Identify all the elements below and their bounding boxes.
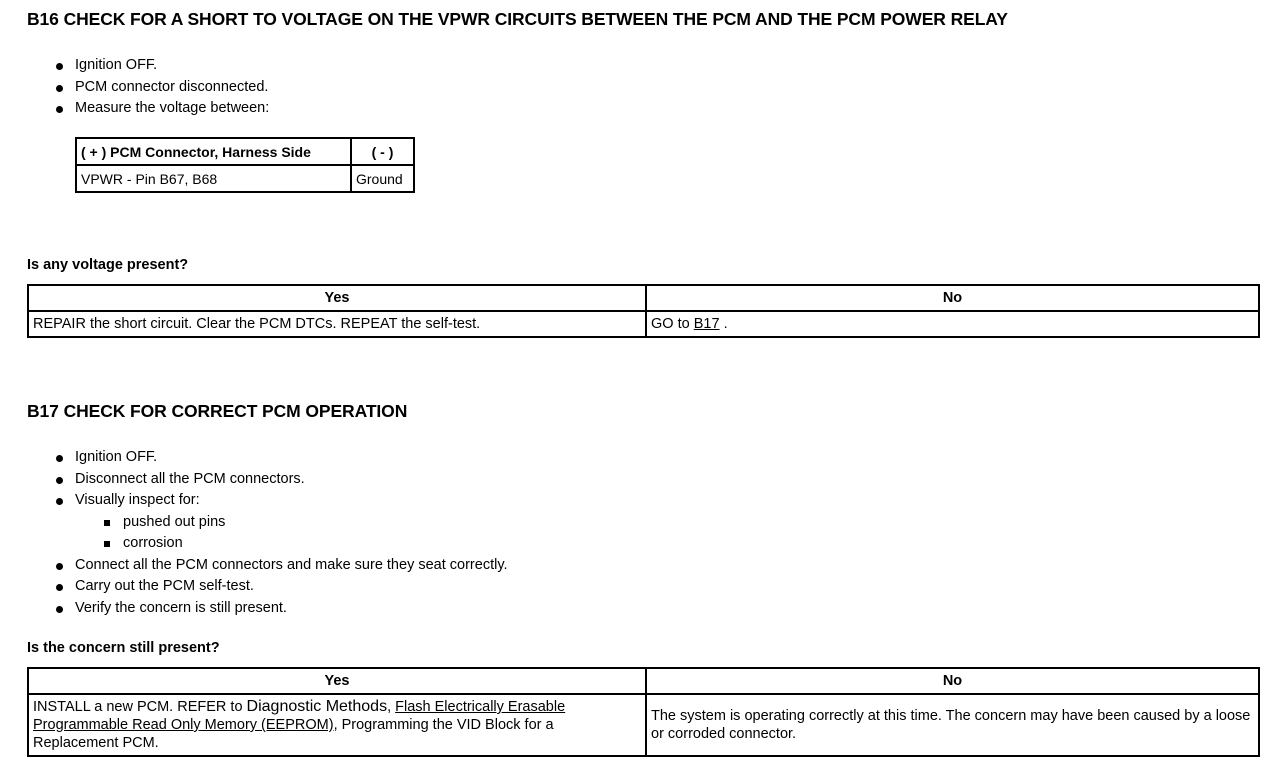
list-item: PCM connector disconnected.: [55, 77, 269, 99]
measure-table: [75, 137, 415, 193]
bullet-icon: [56, 563, 63, 570]
measure-header-positive: ( + ) PCM Connector, Harness Side: [76, 138, 351, 165]
bullet-icon: [56, 85, 63, 92]
no-header: No: [646, 285, 1259, 311]
b16-question: Is any voltage present?: [27, 257, 189, 273]
b17-steps: [55, 447, 508, 619]
b16-result-table: [27, 284, 1260, 338]
list-item: Measure the voltage between:: [55, 98, 269, 120]
sub-list-item: pushed out pins: [55, 512, 508, 534]
bullet-icon: [56, 584, 63, 591]
measure-cell-pin: VPWR - Pin B67, B68: [76, 165, 351, 192]
list-item: Ignition OFF.: [55, 55, 269, 77]
sub-list-item: corrosion: [55, 533, 508, 555]
bullet-icon: [56, 455, 63, 462]
yes-cell: REPAIR the short circuit. Clear the PCM DTCs. REPEAT the self-test.: [28, 311, 646, 337]
b17-result-table: [27, 667, 1260, 757]
no-cell: GO to B17 .: [646, 311, 1259, 337]
b16-steps: [55, 55, 269, 120]
square-bullet-icon: [104, 541, 110, 547]
list-item: Ignition OFF.: [55, 447, 508, 469]
yes-header: Yes: [28, 668, 646, 694]
b17-question: Is the concern still present?: [27, 640, 220, 656]
bullet-icon: [56, 63, 63, 70]
list-item: Connect all the PCM connectors and make sure they seat correctly.: [55, 555, 508, 577]
b16-heading: B16 CHECK FOR A SHORT TO VOLTAGE ON THE VPWR CIRCUITS BETWEEN THE PCM AND THE PCM POWER RELAY: [27, 9, 1008, 29]
yes-cell: INSTALL a new PCM. REFER to Diagnostic Methods, Flash Electrically Erasable Programmable Read Only Memory (EEPROM), Programming the VID Block for a Replacement PCM.: [28, 694, 646, 756]
list-item: Disconnect all the PCM connectors.: [55, 469, 508, 491]
eeprom-link[interactable]: Flash Electrically Erasable Programmable Read Only Memory (EEPROM): [33, 699, 566, 733]
no-cell: The system is operating correctly at this time. The concern may have been caused by a loose or corroded connector.: [646, 694, 1259, 756]
b17-link[interactable]: B17: [693, 316, 720, 332]
no-header: No: [646, 668, 1259, 694]
list-item: Visually inspect for:: [55, 490, 508, 512]
list-item: Carry out the PCM self-test.: [55, 576, 508, 598]
bullet-icon: [56, 606, 63, 613]
bullet-icon: [56, 106, 63, 113]
square-bullet-icon: [104, 520, 110, 526]
measure-cell-ground: Ground: [351, 165, 414, 192]
b17-heading: B17 CHECK FOR CORRECT PCM OPERATION: [27, 401, 408, 421]
measure-header-negative: ( - ): [351, 138, 414, 165]
yes-header: Yes: [28, 285, 646, 311]
bullet-icon: [56, 477, 63, 484]
bullet-icon: [56, 498, 63, 505]
diagnostic-methods-text: Diagnostic Methods: [246, 698, 388, 715]
list-item: Verify the concern is still present.: [55, 598, 508, 620]
